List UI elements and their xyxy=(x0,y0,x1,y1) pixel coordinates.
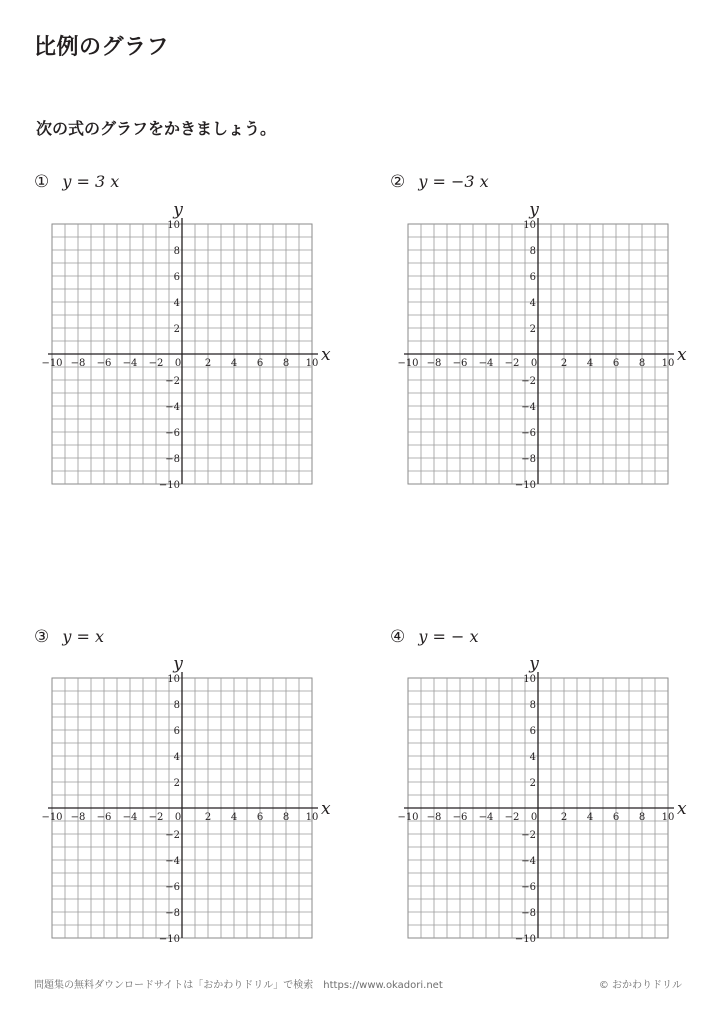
x-tick-label: 10 xyxy=(661,812,675,823)
y-tick-label: −10 xyxy=(158,480,180,490)
x-tick-label: −8 xyxy=(70,812,86,823)
y-tick-label: −4 xyxy=(521,856,536,867)
x-tick-label: 6 xyxy=(612,812,620,823)
y-tick-label: −4 xyxy=(521,402,536,413)
x-tick-label: 0 xyxy=(530,812,538,823)
y-tick-label: 8 xyxy=(173,246,180,257)
y-tick-label: 6 xyxy=(529,726,536,737)
problem-4-equation: y = − x xyxy=(418,627,479,646)
x-tick-label: 6 xyxy=(256,358,264,369)
problem-1-equation: y = 3 x xyxy=(62,172,120,191)
y-tick-label: 4 xyxy=(173,752,180,763)
problem-4-label xyxy=(390,627,478,647)
y-tick-label: 2 xyxy=(529,778,536,789)
problem-3-graph[interactable] xyxy=(30,652,340,944)
problem-1-number: ① xyxy=(34,172,50,192)
y-tick-label: 4 xyxy=(529,752,536,763)
y-tick-label: 10 xyxy=(523,674,536,685)
y-axis-label: y xyxy=(529,654,539,674)
x-tick-label: −4 xyxy=(122,812,138,823)
x-tick-label: 6 xyxy=(612,358,620,369)
y-tick-label: −4 xyxy=(165,856,180,867)
x-axis-label: x xyxy=(677,799,687,819)
x-tick-label: 10 xyxy=(305,358,319,369)
y-tick-label: −2 xyxy=(165,830,180,841)
y-tick-label: 10 xyxy=(167,220,180,231)
y-tick-label: 8 xyxy=(529,246,536,257)
problem-3-number: ③ xyxy=(34,627,50,647)
x-tick-label: −10 xyxy=(41,812,63,823)
y-tick-label: 8 xyxy=(173,700,180,711)
problem-2-equation: y = −3 x xyxy=(418,172,489,191)
y-axis-label: y xyxy=(529,200,539,220)
problem-2-number: ② xyxy=(390,172,406,192)
y-tick-label: −8 xyxy=(521,908,536,919)
problem-4-number: ④ xyxy=(390,627,406,647)
problem-3-equation: y = x xyxy=(62,627,104,646)
x-tick-label: 4 xyxy=(230,812,238,823)
problem-2-label xyxy=(390,172,489,192)
y-tick-label: 8 xyxy=(529,700,536,711)
x-tick-label: 8 xyxy=(638,358,646,369)
x-tick-label: −4 xyxy=(478,812,494,823)
x-tick-label: −4 xyxy=(122,358,138,369)
footer-site-text: 問題集の無料ダウンロードサイトは「おかわりドリル」で検索 https://www.okadori.net xyxy=(34,980,443,991)
x-tick-label: 2 xyxy=(560,812,568,823)
x-tick-label: −6 xyxy=(452,358,468,369)
problem-3-label xyxy=(34,627,104,647)
y-tick-label: 6 xyxy=(173,272,180,283)
y-tick-label: −6 xyxy=(521,882,536,893)
y-tick-label: −4 xyxy=(165,402,180,413)
y-tick-label: −8 xyxy=(521,454,536,465)
x-tick-label: 8 xyxy=(638,812,646,823)
y-tick-label: −6 xyxy=(165,882,180,893)
x-tick-label: 8 xyxy=(282,358,290,369)
x-tick-label: −8 xyxy=(426,812,442,823)
y-tick-label: −10 xyxy=(514,934,536,944)
y-tick-label: −6 xyxy=(165,428,180,439)
x-tick-label: 2 xyxy=(204,358,212,369)
problem-2-graph[interactable] xyxy=(386,198,696,490)
x-tick-label: −2 xyxy=(504,358,520,369)
y-tick-label: 4 xyxy=(173,298,180,309)
x-tick-label: 0 xyxy=(174,812,182,823)
y-axis-label: y xyxy=(173,200,183,220)
instruction-text: 次の式のグラフをかきましょう。 xyxy=(36,119,277,138)
y-tick-label: 6 xyxy=(173,726,180,737)
x-tick-label: −8 xyxy=(70,358,86,369)
y-tick-label: −2 xyxy=(521,376,536,387)
x-tick-label: 4 xyxy=(230,358,238,369)
x-tick-label: −6 xyxy=(452,812,468,823)
x-tick-label: 10 xyxy=(661,358,675,369)
x-axis-label: x xyxy=(321,345,331,365)
y-tick-label: 10 xyxy=(523,220,536,231)
y-tick-label: −6 xyxy=(521,428,536,439)
x-tick-label: −2 xyxy=(504,812,520,823)
x-tick-label: −10 xyxy=(41,358,63,369)
y-tick-label: −2 xyxy=(165,376,180,387)
y-tick-label: 6 xyxy=(529,272,536,283)
x-axis-label: x xyxy=(321,799,331,819)
x-tick-label: −4 xyxy=(478,358,494,369)
x-tick-label: −6 xyxy=(96,358,112,369)
y-tick-label: −10 xyxy=(158,934,180,944)
x-tick-label: 4 xyxy=(586,812,594,823)
x-tick-label: −10 xyxy=(397,358,419,369)
x-tick-label: 2 xyxy=(204,812,212,823)
x-axis-label: x xyxy=(677,345,687,365)
page-title: 比例のグラフ xyxy=(34,35,170,60)
x-tick-label: −2 xyxy=(148,812,164,823)
y-tick-label: 10 xyxy=(167,674,180,685)
x-tick-label: −6 xyxy=(96,812,112,823)
y-tick-label: −8 xyxy=(165,454,180,465)
x-tick-label: 6 xyxy=(256,812,264,823)
x-tick-label: 10 xyxy=(305,812,319,823)
y-axis-label: y xyxy=(173,654,183,674)
y-tick-label: 2 xyxy=(529,324,536,335)
y-tick-label: −10 xyxy=(514,480,536,490)
x-tick-label: −10 xyxy=(397,812,419,823)
x-tick-label: 2 xyxy=(560,358,568,369)
problem-1-label xyxy=(34,172,119,192)
y-tick-label: 2 xyxy=(173,324,180,335)
x-tick-label: −2 xyxy=(148,358,164,369)
y-tick-label: −2 xyxy=(521,830,536,841)
problem-4-graph[interactable] xyxy=(386,652,696,944)
y-tick-label: 4 xyxy=(529,298,536,309)
x-tick-label: 4 xyxy=(586,358,594,369)
footer-copyright: © おかわりドリル xyxy=(598,980,682,991)
y-tick-label: 2 xyxy=(173,778,180,789)
x-tick-label: 8 xyxy=(282,812,290,823)
x-tick-label: −8 xyxy=(426,358,442,369)
x-tick-label: 0 xyxy=(530,358,538,369)
y-tick-label: −8 xyxy=(165,908,180,919)
problem-1-graph[interactable] xyxy=(30,198,340,490)
x-tick-label: 0 xyxy=(174,358,182,369)
